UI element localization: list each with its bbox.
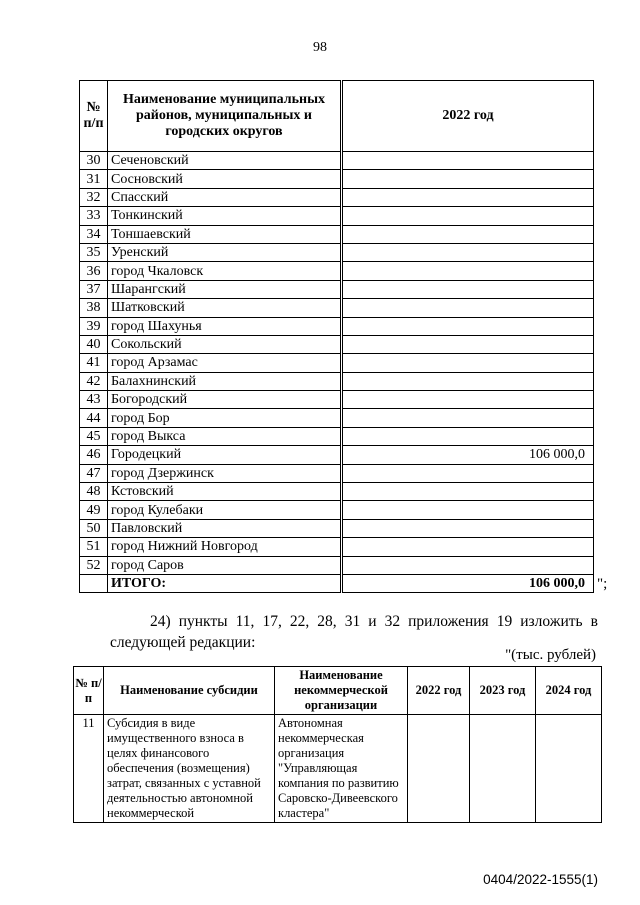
table-row bbox=[80, 317, 594, 335]
row-num: 47 bbox=[80, 464, 108, 482]
table-row bbox=[80, 372, 594, 390]
row-name: Шарангский bbox=[108, 280, 342, 298]
row-num: 36 bbox=[80, 262, 108, 280]
total-row bbox=[80, 574, 594, 592]
subsidy-header-num: № п/п bbox=[74, 667, 104, 715]
unit-label: "(тыс. рублей) bbox=[505, 647, 596, 663]
row-num: 31 bbox=[80, 170, 108, 188]
row-num: 35 bbox=[80, 243, 108, 261]
row-num: 51 bbox=[80, 538, 108, 556]
row-value bbox=[342, 372, 594, 390]
row-num: 50 bbox=[80, 519, 108, 537]
row-num: 40 bbox=[80, 335, 108, 353]
column-header-name: Наименование муниципальных районов, муниципальных и городских округов bbox=[108, 81, 342, 152]
row-value bbox=[342, 391, 594, 409]
row-num: 32 bbox=[80, 188, 108, 206]
row-num: 34 bbox=[80, 225, 108, 243]
row-value bbox=[342, 188, 594, 206]
table-row bbox=[80, 299, 594, 317]
row-value bbox=[342, 243, 594, 261]
row-value bbox=[342, 519, 594, 537]
row-name: город Шахунья bbox=[108, 317, 342, 335]
subsidy-row bbox=[74, 715, 602, 823]
table-row bbox=[80, 519, 594, 537]
row-name: Шатковский bbox=[108, 299, 342, 317]
row-name: Балахнинский bbox=[108, 372, 342, 390]
row-num: 39 bbox=[80, 317, 108, 335]
row-name: Сокольский bbox=[108, 335, 342, 353]
row-name: Уренский bbox=[108, 243, 342, 261]
table-row bbox=[80, 335, 594, 353]
row-name: Павловский bbox=[108, 519, 342, 537]
row-name: Богородский bbox=[108, 391, 342, 409]
subsidy-2023 bbox=[470, 715, 536, 823]
row-value bbox=[342, 483, 594, 501]
row-value bbox=[342, 152, 594, 170]
row-num: 33 bbox=[80, 207, 108, 225]
total-value: 106 000,0 bbox=[342, 574, 594, 592]
amendment-text: 24) пункты 11, 17, 22, 28, 31 и 32 приложения 19 изложить в следующей редакции: bbox=[110, 613, 598, 651]
row-value bbox=[342, 225, 594, 243]
table-row bbox=[80, 152, 594, 170]
table-row bbox=[80, 225, 594, 243]
document-code: 0404/2022-1555(1) bbox=[483, 872, 598, 887]
row-num: 43 bbox=[80, 391, 108, 409]
closing-quote: "; bbox=[597, 576, 608, 592]
row-value bbox=[342, 538, 594, 556]
row-value bbox=[342, 207, 594, 225]
table-header-row bbox=[80, 81, 594, 152]
subsidy-header-name: Наименование субсидии bbox=[104, 667, 275, 715]
subsidy-num: 11 bbox=[74, 715, 104, 823]
row-value bbox=[342, 280, 594, 298]
subsidy-header-2023: 2023 год bbox=[470, 667, 536, 715]
subsidy-header-org: Наименование некоммерческой организации bbox=[275, 667, 408, 715]
table-row bbox=[80, 391, 594, 409]
page-number: 98 bbox=[313, 40, 327, 55]
row-name: Кстовский bbox=[108, 483, 342, 501]
table-row bbox=[80, 354, 594, 372]
table-row bbox=[80, 556, 594, 574]
table-row bbox=[80, 446, 594, 464]
row-value bbox=[342, 299, 594, 317]
row-name: город Кулебаки bbox=[108, 501, 342, 519]
table-row bbox=[80, 483, 594, 501]
row-value bbox=[342, 427, 594, 445]
row-name: Городецкий bbox=[108, 446, 342, 464]
column-header-num: № п/п bbox=[80, 81, 108, 152]
row-num: 52 bbox=[80, 556, 108, 574]
row-num: 42 bbox=[80, 372, 108, 390]
subsidy-name: Субсидия в виде имущественного взноса в целях финансового обеспечения (возмещения) затрат, связанных с уставной деятельностью автономной некоммерческой bbox=[104, 715, 275, 823]
table-body bbox=[80, 152, 594, 575]
total-num-cell bbox=[80, 574, 108, 592]
row-name: город Выкса bbox=[108, 427, 342, 445]
subsidy-org: Автономная некоммерческая организация "Управляющая компания по развитию Саровско-Дивеевского кластера" bbox=[275, 715, 408, 823]
subsidy-2024 bbox=[536, 715, 602, 823]
table-row bbox=[80, 427, 594, 445]
table-row bbox=[80, 262, 594, 280]
row-value: 106 000,0 bbox=[342, 446, 594, 464]
row-value bbox=[342, 501, 594, 519]
row-value bbox=[342, 354, 594, 372]
row-value bbox=[342, 335, 594, 353]
row-value bbox=[342, 317, 594, 335]
row-num: 48 bbox=[80, 483, 108, 501]
table-row bbox=[80, 243, 594, 261]
row-num: 30 bbox=[80, 152, 108, 170]
row-num: 46 bbox=[80, 446, 108, 464]
table-row bbox=[80, 464, 594, 482]
row-name: Спасский bbox=[108, 188, 342, 206]
row-name: город Арзамас bbox=[108, 354, 342, 372]
row-name: Тоншаевский bbox=[108, 225, 342, 243]
subsidy-header-2024: 2024 год bbox=[536, 667, 602, 715]
subsidy-2022 bbox=[408, 715, 470, 823]
table-row bbox=[80, 280, 594, 298]
table-row bbox=[80, 188, 594, 206]
table-row bbox=[80, 409, 594, 427]
row-name: Сосновский bbox=[108, 170, 342, 188]
row-num: 49 bbox=[80, 501, 108, 519]
row-num: 37 bbox=[80, 280, 108, 298]
subsidy-header-row bbox=[74, 667, 602, 715]
column-header-year: 2022 год bbox=[342, 81, 594, 152]
table-row bbox=[80, 170, 594, 188]
table-row bbox=[80, 501, 594, 519]
row-value bbox=[342, 464, 594, 482]
row-name: город Чкаловск bbox=[108, 262, 342, 280]
row-value bbox=[342, 170, 594, 188]
row-num: 41 bbox=[80, 354, 108, 372]
municipal-allocation-table bbox=[79, 80, 594, 593]
row-value bbox=[342, 409, 594, 427]
total-label: ИТОГО: bbox=[108, 574, 342, 592]
table-row bbox=[80, 538, 594, 556]
row-name: город Дзержинск bbox=[108, 464, 342, 482]
subsidy-header-2022: 2022 год bbox=[408, 667, 470, 715]
row-name: город Саров bbox=[108, 556, 342, 574]
row-name: город Бор bbox=[108, 409, 342, 427]
row-name: Сеченовский bbox=[108, 152, 342, 170]
row-num: 44 bbox=[80, 409, 108, 427]
row-value bbox=[342, 556, 594, 574]
row-num: 45 bbox=[80, 427, 108, 445]
table-row bbox=[80, 207, 594, 225]
row-name: город Нижний Новгород bbox=[108, 538, 342, 556]
row-name: Тонкинский bbox=[108, 207, 342, 225]
subsidy-table bbox=[73, 666, 602, 823]
row-value bbox=[342, 262, 594, 280]
row-num: 38 bbox=[80, 299, 108, 317]
